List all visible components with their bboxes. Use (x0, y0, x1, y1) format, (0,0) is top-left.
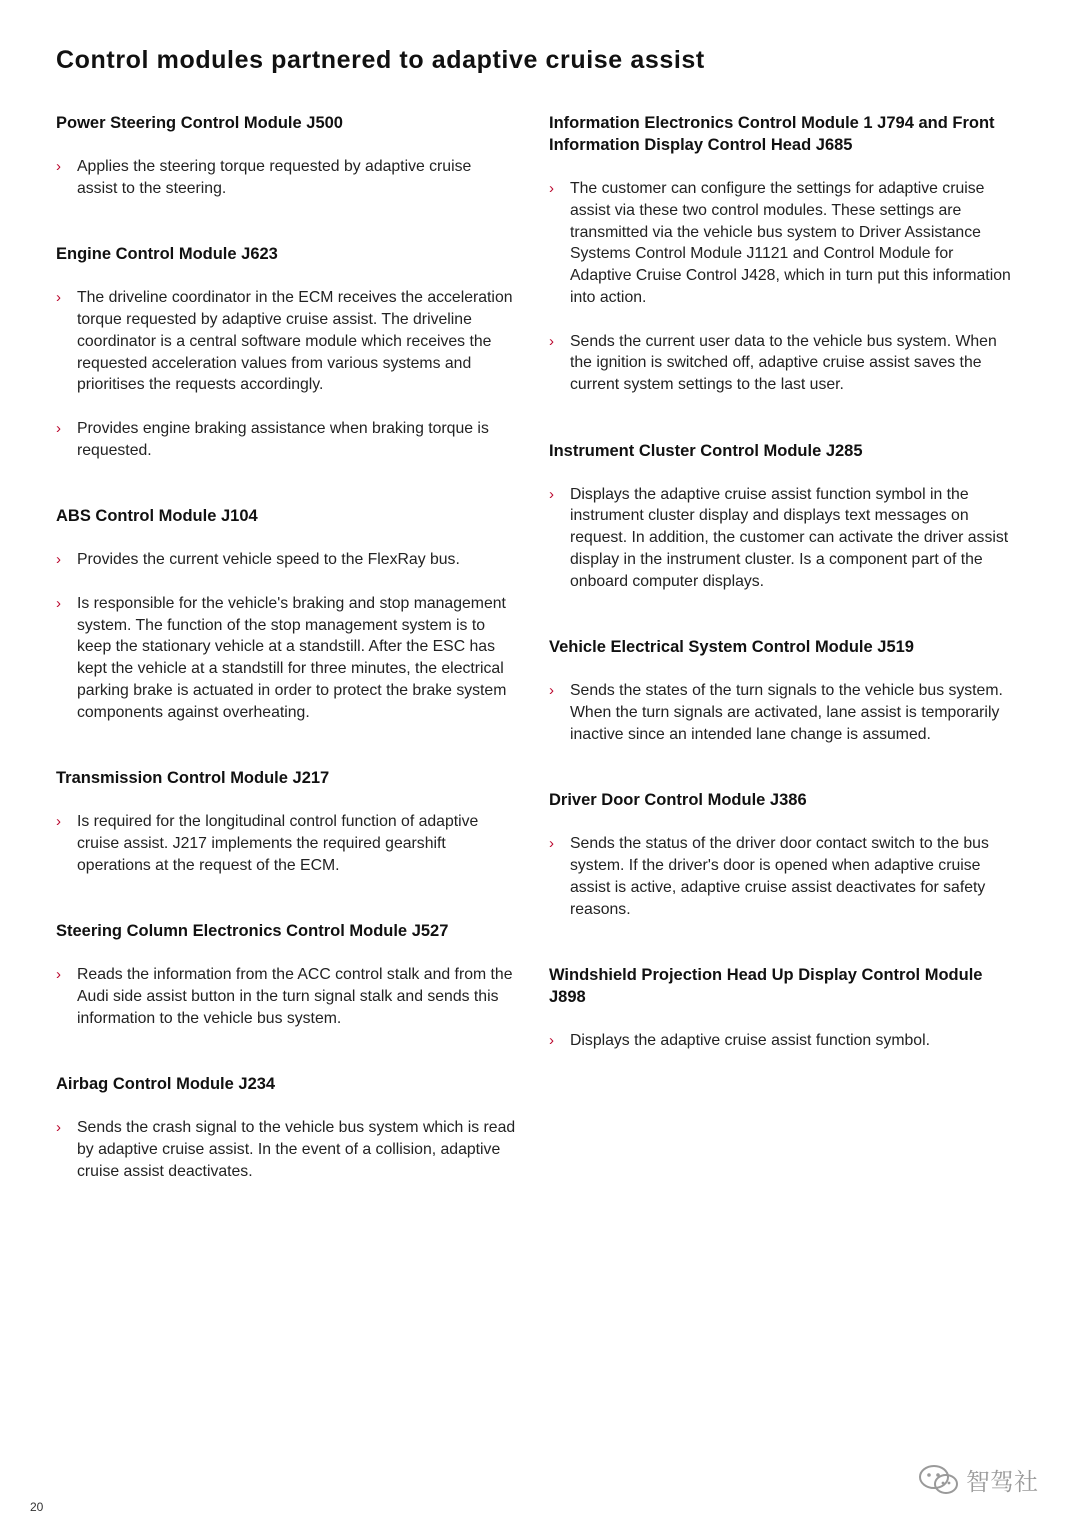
module-heading: ABS Control Module J104 (56, 507, 258, 526)
bullet-item (549, 331, 1014, 396)
chevron-right-icon: › (56, 966, 61, 984)
module-section (56, 243, 516, 505)
bullet-item (56, 549, 516, 571)
chevron-right-icon: › (56, 419, 61, 437)
chevron-right-icon: › (549, 1031, 554, 1049)
module-heading: Steering Column Electronics Control Module J527 (56, 922, 449, 941)
section-spacer (56, 483, 516, 505)
chevron-right-icon: › (549, 485, 554, 503)
right-column (549, 112, 1014, 1095)
bullet-text: Sends the states of the turn signals to the vehicle bus system. When the turn signals are activated, lane assist is temporarily inactive since an intended lane change is assumed. (570, 682, 1003, 743)
bullet-text: Displays the adaptive cruise assist function symbol. (570, 1031, 930, 1049)
module-section (56, 920, 516, 1073)
bullet-item (56, 418, 516, 462)
chevron-right-icon: › (56, 1119, 61, 1137)
module-section (56, 112, 516, 243)
section-spacer (56, 221, 516, 243)
module-section (549, 636, 1014, 789)
module-section (56, 1073, 516, 1226)
section-spacer (56, 745, 516, 767)
page-number: 20 (30, 1500, 44, 1514)
module-section (56, 767, 516, 920)
module-heading: Driver Door Control Module J386 (549, 791, 807, 810)
module-heading: Instrument Cluster Control Module J285 (549, 441, 863, 460)
module-heading: Windshield Projection Head Up Display Control Module J898 (549, 965, 983, 1006)
bullet-text: Sends the status of the driver door contact switch to the bus system. If the driver's door is opened when adaptive cruise assist is active, adaptive cruise assist deactivates for safety reasons. (570, 835, 989, 918)
bullet-text: The customer can configure the settings for adaptive cruise assist via these two control modules. These settings are transmitted via the vehicle bus system to Driver Assistance Systems Control Module J1121 and Control Module for Adaptive Cruise Control J428, which in turn put this information into action. (570, 180, 1011, 306)
chevron-right-icon: › (56, 551, 61, 569)
module-section (549, 964, 1014, 1095)
bullet-item (549, 833, 1014, 920)
module-heading: Engine Control Module J623 (56, 245, 278, 264)
bullet-item (56, 811, 516, 876)
bullet-item (56, 1117, 516, 1182)
module-section (549, 789, 1014, 964)
chevron-right-icon: › (549, 332, 554, 350)
bullet-text: The driveline coordinator in the ECM receives the acceleration torque requested by adaptive cruise assist. The driveline coordinator is a central software module which receives the requested acceleration values from various systems and prioritises the requests accordingly. (77, 289, 513, 394)
bullet-text: Sends the current user data to the vehicle bus system. When the ignition is switched off, adaptive cruise assist saves the current system settings to the last user. (570, 332, 997, 394)
section-spacer (56, 1204, 516, 1226)
bullet-text: Provides the current vehicle speed to the FlexRay bus. (77, 551, 460, 569)
module-heading: Airbag Control Module J234 (56, 1075, 276, 1094)
watermark (918, 1462, 1038, 1497)
bullet-text: Reads the information from the ACC control stalk and from the Audi side assist button in the turn signal stalk and sends this information to the vehicle bus system. (77, 966, 513, 1027)
chevron-right-icon: › (549, 180, 554, 197)
section-spacer (549, 418, 1014, 440)
section-spacer (56, 898, 516, 920)
module-heading: Information Electronics Control Module 1 J794 and Front Information Display Control Head J685 (549, 114, 995, 154)
chevron-right-icon: › (56, 594, 61, 612)
bullet-text: Provides engine braking assistance when braking torque is requested. (77, 419, 489, 459)
bullet-item (56, 964, 516, 1029)
module-section (56, 505, 516, 767)
bullet-text: Is required for the longitudinal control function of adaptive cruise assist. J217 implements the required gearshift operations at the request of the ECM. (77, 813, 479, 874)
chevron-right-icon: › (56, 158, 61, 175)
chevron-right-icon: › (56, 289, 61, 307)
chevron-right-icon: › (56, 813, 61, 831)
section-spacer (549, 614, 1014, 636)
bullet-item (549, 680, 1014, 745)
module-heading: Power Steering Control Module J500 (56, 114, 343, 132)
module-heading: Transmission Control Module J217 (56, 769, 330, 788)
bullet-text: Displays the adaptive cruise assist function symbol in the instrument cluster display and displays text messages on request. In addition, the customer can activate the driver assist display in the instrument cluster. Is a component part of the onboard computer displays. (570, 485, 1009, 590)
module-section (549, 440, 1014, 637)
bullet-item (549, 1030, 1014, 1052)
left-column (56, 112, 516, 1226)
chevron-right-icon: › (549, 835, 554, 853)
bullet-item (549, 178, 1014, 309)
watermark-text: 智驾社 (966, 1469, 1038, 1496)
section-spacer (549, 942, 1014, 964)
bullet-text: Is responsible for the vehicle's braking and stop management system. The function of the stop management system is to keep the stationary vehicle at a standstill. After the ESC has kept the vehicle at a standstill for three minutes, the electrical parking brake is actuated in order to protect the brake system components against overheating. (77, 594, 507, 721)
bullet-item (56, 156, 516, 200)
section-spacer (56, 1051, 516, 1073)
module-section (549, 112, 1014, 440)
section-spacer (549, 1074, 1014, 1096)
bullet-item (549, 484, 1014, 593)
page-title: Control modules partnered to adaptive cruise assist (56, 46, 705, 74)
bullet-text: Applies the steering torque requested by adaptive cruise assist to the steering. (77, 158, 472, 197)
bullet-item (56, 593, 516, 724)
bullet-text: Sends the crash signal to the vehicle bus system which is read by adaptive cruise assist. In the event of a collision, adaptive cruise assist deactivates. (77, 1119, 516, 1180)
wechat-icon (918, 1463, 960, 1497)
chevron-right-icon: › (549, 682, 554, 700)
section-spacer (549, 767, 1014, 789)
module-heading: Vehicle Electrical System Control Module J519 (549, 638, 914, 657)
bullet-item (56, 287, 516, 396)
